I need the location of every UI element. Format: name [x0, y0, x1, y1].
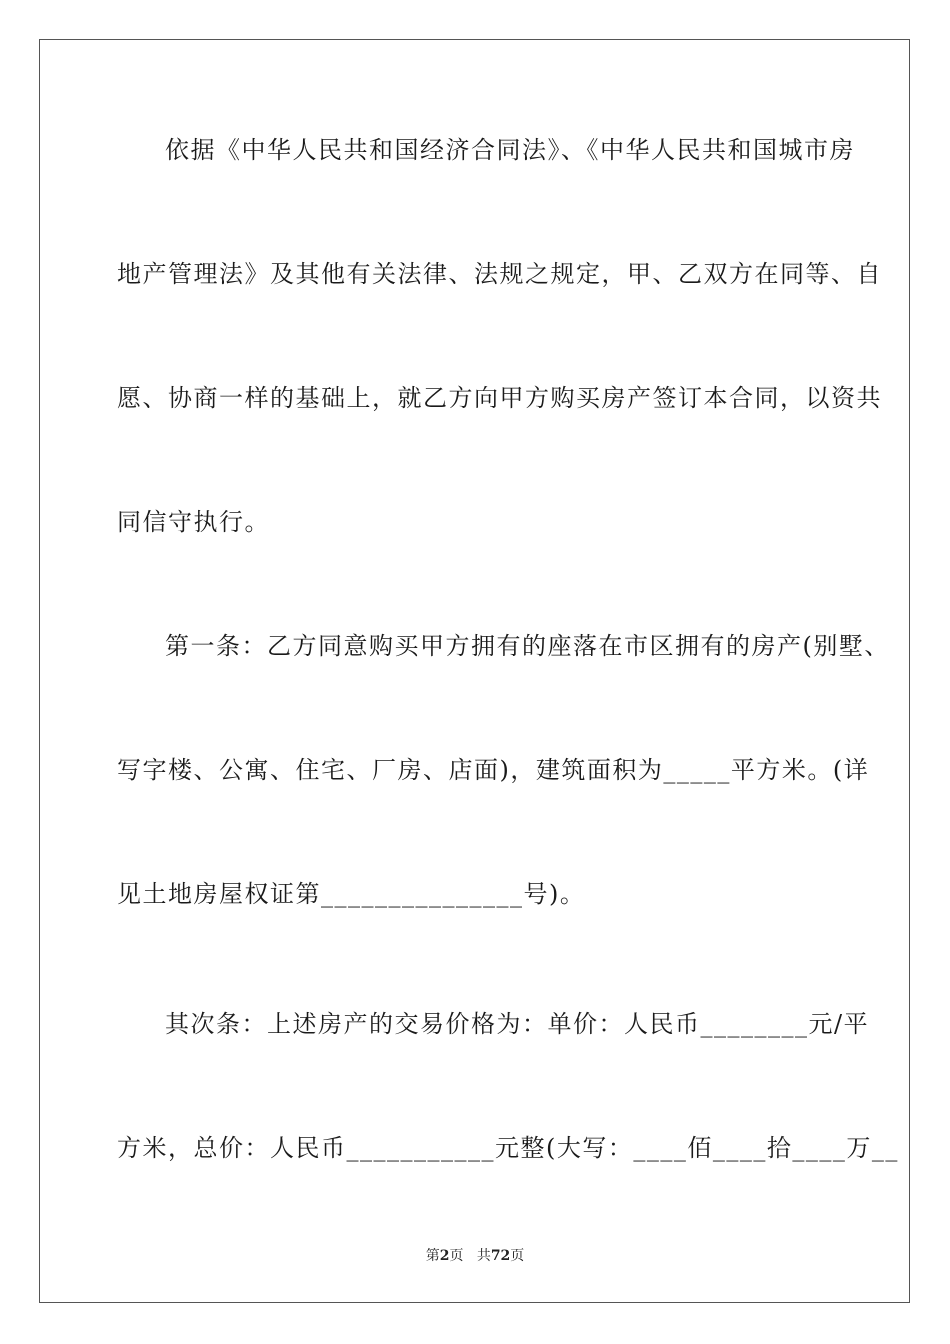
footer-total-prefix: 共 [476, 1248, 491, 1264]
footer-page-number: 2 [439, 1248, 450, 1264]
paragraph-line-2: 地产管理法》及其他有关法律、法规之规定，甲、乙双方在同等、自 [117, 260, 882, 288]
article-2-line-1: 其次条：上述房产的交易价格为：单价：人民币________元/平 [165, 1010, 870, 1038]
footer-total-pages: 72 [490, 1248, 511, 1264]
paragraph-line-3: 愿、协商一样的基础上，就乙方向甲方购买房产签订本合同，以资共 [117, 384, 882, 412]
paragraph-line-4: 同信守执行。 [117, 508, 270, 536]
article-2-line-2: 方米，总价：人民币___________元整(大写：____佰____拾____万__ [117, 1134, 899, 1162]
paragraph-line-1: 依据《中华人民共和国经济合同法》、《中华人民共和国城市房 [165, 136, 855, 164]
footer-total-suffix: 页 [510, 1248, 525, 1264]
page-frame [39, 39, 910, 1303]
footer-page-suffix: 页 [449, 1248, 464, 1264]
page-footer [0, 1247, 950, 1265]
article-1-line-2: 写字楼、公寓、住宅、厂房、店面)，建筑面积为_____平方米。(详 [117, 756, 870, 784]
footer-page-prefix: 第 [425, 1248, 440, 1264]
article-1-line-1: 第一条：乙方同意购买甲方拥有的座落在市区拥有的房产(别墅、 [165, 632, 890, 660]
article-1-line-3: 见土地房屋权证第_______________号)。 [117, 880, 586, 908]
